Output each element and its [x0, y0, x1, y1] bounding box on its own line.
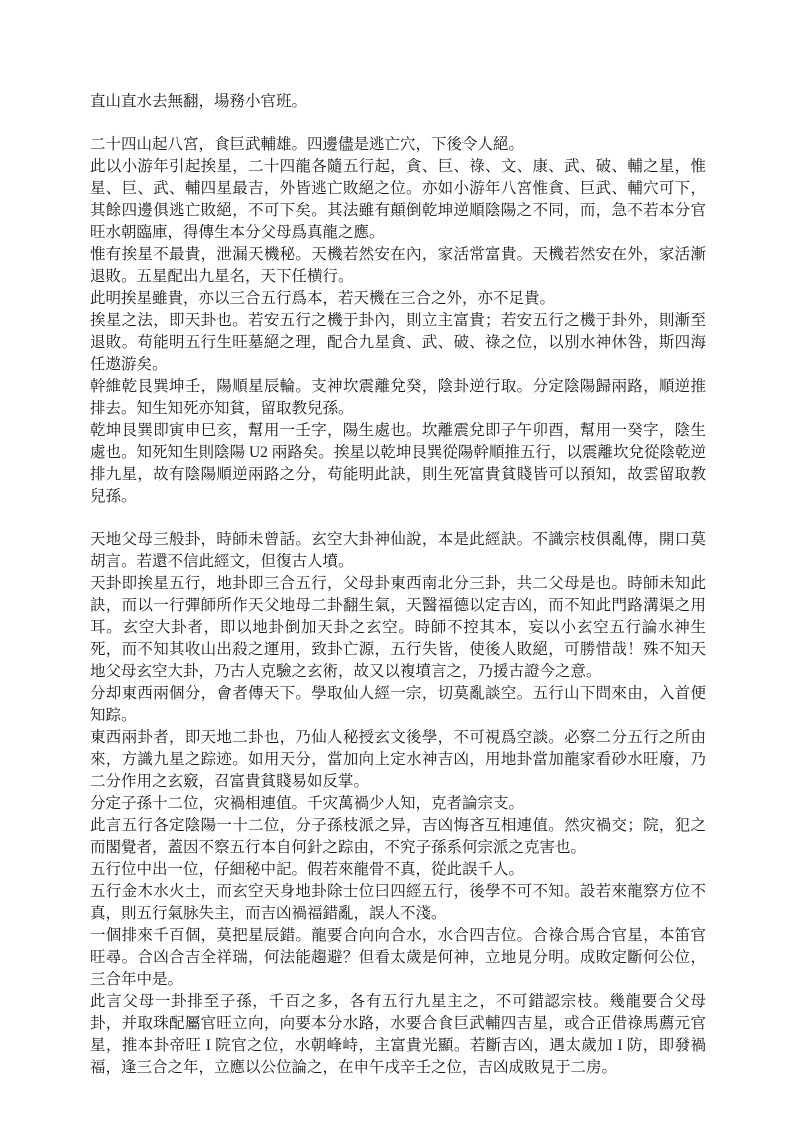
- commentary-paragraph: 五行金木水火土，而玄空天身地卦除士位曰四經五行，後學不可不知。設若來龍察方位不真，則五行氣脉失主，而吉凶禍福錯亂，誤人不淺。: [90, 883, 706, 922]
- verse-paragraph: 分却東西兩個分，會者傳天下。學取仙人經一宗，切莫亂談空。五行山下問來由，入首便知踪。: [90, 685, 706, 724]
- verse-paragraph: 五行位中出一位，仔細秘中記。假若來龍骨不真，從此誤千人。: [90, 861, 525, 878]
- verse-paragraph: 惟有挨星不最貴，泄漏天機秘。天機若然安在內，家活常富貴。天機若然安在外，家活漸退敗。五星配出九星名，天下任横行。: [90, 246, 706, 285]
- commentary-paragraph: 此明挨星雖貴，亦以三合五行爲本，若天機在三合之外，亦不足貴。: [90, 290, 556, 307]
- commentary-paragraph: 東西兩卦者，即天地二卦也，乃仙人秘授玄文後學，不可視爲空談。必察二分五行之所由來，方識九星之踪迹。如用天分，當加向上定水神吉凶，用地卦當加龍家看砂水旺廢，乃二分作用之玄竅，召富貴貧賤易如反掌。: [90, 729, 706, 790]
- verse-paragraph: 分定子孫十二位，灾禍相連值。千灾萬禍少人知，克者論宗支。: [90, 795, 525, 812]
- text-section-verse-commentary-2: [90, 529, 706, 1079]
- commentary-paragraph: 乾坤艮巽即寅申巳亥，幫用一壬字，陽生處也。坎離震兌即子午卯酉，幫用一癸字，陰生處也。知死知生則陰陽 U2 兩路矣。挨星以乾坤艮巽從陽幹順推五行，以震離坎兌從陰乾逆排九星，故有陰陽順逆兩路之分，苟能明此訣，則生死富貴貧賤皆可以預知，故雲留取教兒孫。: [90, 422, 706, 505]
- verse-paragraph: 二十四山起八宮，食巨武輔雄。四邊儘是逃亡穴，下後令人絕。: [90, 136, 525, 153]
- verse-paragraph: 幹維乾艮巽坤壬，陽順星辰輪。支神坎震離兌癸，陰卦逆行取。分定陰陽歸兩路，順逆推排去。知生知死亦知貧，留取教兒孫。: [90, 378, 706, 417]
- text-section-verse-commentary-1: [90, 134, 706, 508]
- commentary-paragraph: 此言父母一卦排至子孫，千百之多，各有五行九星主之，不可錯認宗枝。幾龍要合父母卦，并取珠配屬官旺立向，向要本分水路，水要合食巨武輔四吉星，或合正借祿馬薦元官星，推本卦帝旺 I 院官之位，水朝峰峙，主富貴光顯。若斷吉凶，遇太歲加 I 防，即發禍福，逢三合之年，立應以公位論之，在申午戌辛壬之位，吉凶成敗見于二房。: [90, 993, 706, 1076]
- commentary-paragraph: 此以小游年引起挨星，二十四龍各隨五行起，貪、巨、祿、文、康、武、破、輔之星，惟星、巨、武、輔四星最吉，外皆逃亡敗絕之位。亦如小游年八宮惟貪、巨武、輔穴可下，其餘四邊俱逃亡敗絕，不可下矣。其法雖有顛倒乾坤逆順陰陽之不同，而，急不若本分官旺水朝臨庫，得傳生本分父母爲真龍之應。: [90, 158, 706, 241]
- paragraph: 直山直水去無翻，場務小官班。: [90, 93, 308, 110]
- text-section-opening: [90, 91, 706, 113]
- commentary-paragraph: 此言五行各定陰陽一十二位，分子孫枝派之异，吉凶悔吝互相連值。然灾禍交；院，犯之而閣覺者，蓋因不察五行本自何針之踪由，不究子孫系何宗派之克害也。: [90, 817, 706, 856]
- commentary-paragraph: 天卦即挨星五行，地卦即三合五行，父母卦東西南北分三卦，共二父母是也。時師未知此訣，而以一行彈師所作天父地母二卦翻生氣，天醫福德以定吉凶，而不知此門路溝渠之用耳。玄空大卦者，即以地卦倒加天卦之玄空。時師不控其本，妄以小玄空五行論水神生死，而不知其收山出殺之運用，致卦亡源，五行失皆，使後人敗絕，可勝惜哉！殊不知天地父母玄空大卦，乃古人克驗之玄術，故又以複墳言之，乃援古證今之意。: [90, 575, 706, 680]
- verse-paragraph: 天地父母三般卦，時師未曾話。玄空大卦神仙說，本是此經訣。不識宗枝俱亂傳，開口莫胡言。若還不信此經文，但復古人墳。: [90, 531, 706, 570]
- commentary-paragraph: 挨星之法，即天卦也。若安五行之機于卦內，則立主富貴；若安五行之機于卦外，則漸至退敗。苟能明五行生旺墓絕之理，配合九星貪、武、破、祿之位，以別水神休咎，斯四海任遨游矣。: [90, 312, 706, 373]
- verse-paragraph: 一個排來千百個，莫把星辰錯。龍要合向向合水，水合四吉位。合祿合馬合官星，本笛官旺尋。合凶合吉全祥瑞，何法能趨避？但看太歲是何神，立地見分明。成敗定斷何公位，三合年中是。: [90, 927, 706, 988]
